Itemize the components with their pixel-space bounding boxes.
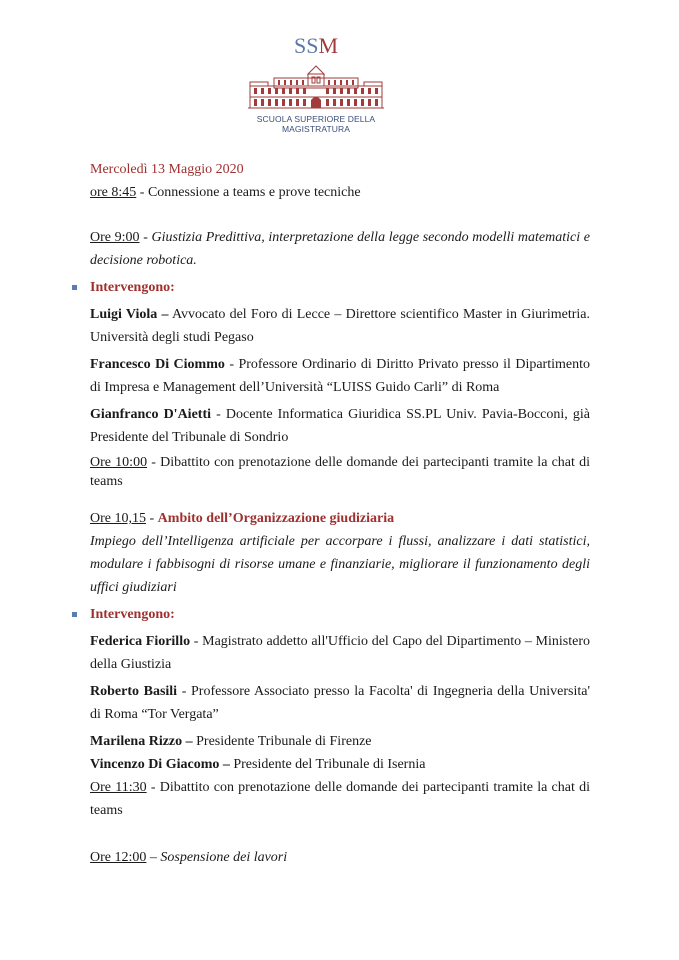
program-content [90, 158, 590, 869]
bullet-icon [72, 612, 77, 617]
session-title: Giustizia Predittiva, interpretazione della legge secondo modelli matematici e decisione robotica. [90, 230, 590, 268]
time-label: ore 8:45 [90, 185, 137, 200]
agenda-item-break: Ore 12:00 – Sospensione dei lavori [90, 850, 288, 865]
session-date: Mercoledì 13 Maggio 2020 [90, 162, 244, 177]
speaker-name: Francesco Di Ciommo [90, 357, 225, 372]
session-description: Impiego dell’Intelligenza artificiale per accorpare i flussi, analizzare i dati statistici, modulare i fabbisogni di risorse umane e finanziarie, migliorare il funzionamento degli uffici giudiziari [90, 534, 590, 595]
speaker-entry [90, 353, 590, 399]
speaker-name: Roberto Basili [90, 684, 178, 699]
speaker-entry [90, 303, 590, 349]
speaker-role: Avvocato del Foro di Lecce – Direttore scientifico Master in Giurimetria. Università degli studi Pegaso [90, 307, 590, 345]
speaker-role: - Magistrato addetto all'Ufficio del Capo del Dipartimento – Ministero della Giustizia [90, 634, 590, 672]
speaker-entry [90, 730, 590, 753]
speaker-name: Marilena Rizzo – [90, 734, 193, 749]
time-label: Ore 9:00 [90, 230, 140, 245]
speaker-role: - Professore Ordinario di Diritto Privato presso il Dipartimento di Impresa e Management dell’Università “LUISS Guido Carli” di Roma [90, 357, 590, 395]
agenda-text: - Dibattito con prenotazione delle domande dei partecipanti tramite la chat di teams [90, 455, 590, 489]
bullet-icon [72, 285, 77, 290]
agenda-text: - Dibattito con prenotazione delle domande dei partecipanti tramite la chat di teams [90, 780, 591, 818]
agenda-text: Connessione a teams e prove tecniche [147, 185, 361, 200]
agenda-item-connection: ore 8:45 - Connessione a teams e prove tecniche [90, 185, 361, 200]
speaker-name: Vincenzo Di Giacomo – [90, 757, 230, 772]
agenda-item-session-2: Ore 10,15 - Ambito dell’Organizzazione giudiziaria [90, 511, 395, 526]
speaker-role: - Docente Informatica Giuridica SS.PL Univ. Pavia-Bocconi, già Presidente del Tribunale di Sondrio [90, 407, 590, 445]
speaker-role: Presidente del Tribunale di Isernia [229, 757, 426, 772]
speaker-entry [90, 680, 590, 726]
speaker-entry [90, 403, 590, 449]
speaker-role: Presidente Tribunale di Firenze [192, 734, 372, 749]
ssm-logo [238, 33, 394, 134]
agenda-text: Sospensione dei lavori [160, 850, 288, 865]
building-illustration [246, 60, 386, 112]
speakers-heading: Intervengono: [90, 603, 590, 626]
speaker-name: Federica Fiorillo [90, 634, 191, 649]
speaker-name: Luigi Viola – [90, 307, 169, 322]
speaker-role: - Professore Associato presso la Facolta' di Ingegneria della Universita' di Roma “Tor Vergata” [90, 684, 590, 722]
logo-caption: SCUOLA SUPERIORE DELLA MAGISTRATURA [256, 114, 376, 134]
speaker-entry [90, 753, 590, 776]
session-title: Ambito dell’Organizzazione giudiziaria [157, 511, 395, 526]
time-label: Ore 12:00 [90, 850, 147, 865]
time-label: Ore 10,15 [90, 511, 146, 526]
logo-abbreviation: SSM [293, 33, 339, 58]
time-label: Ore 11:30 [90, 780, 147, 795]
agenda-item-session-1: Ore 9:00 - Giustizia Predittiva, interpretazione della legge secondo modelli matematici e decisione robotica. [90, 230, 590, 268]
speaker-name: Gianfranco D'Aietti [90, 407, 211, 422]
speaker-entry [90, 630, 590, 676]
speakers-heading: Intervengono: [90, 276, 590, 299]
agenda-item-debate-1 [90, 453, 590, 491]
agenda-item-debate-2 [90, 776, 590, 822]
time-label: Ore 10:00 [90, 455, 148, 470]
